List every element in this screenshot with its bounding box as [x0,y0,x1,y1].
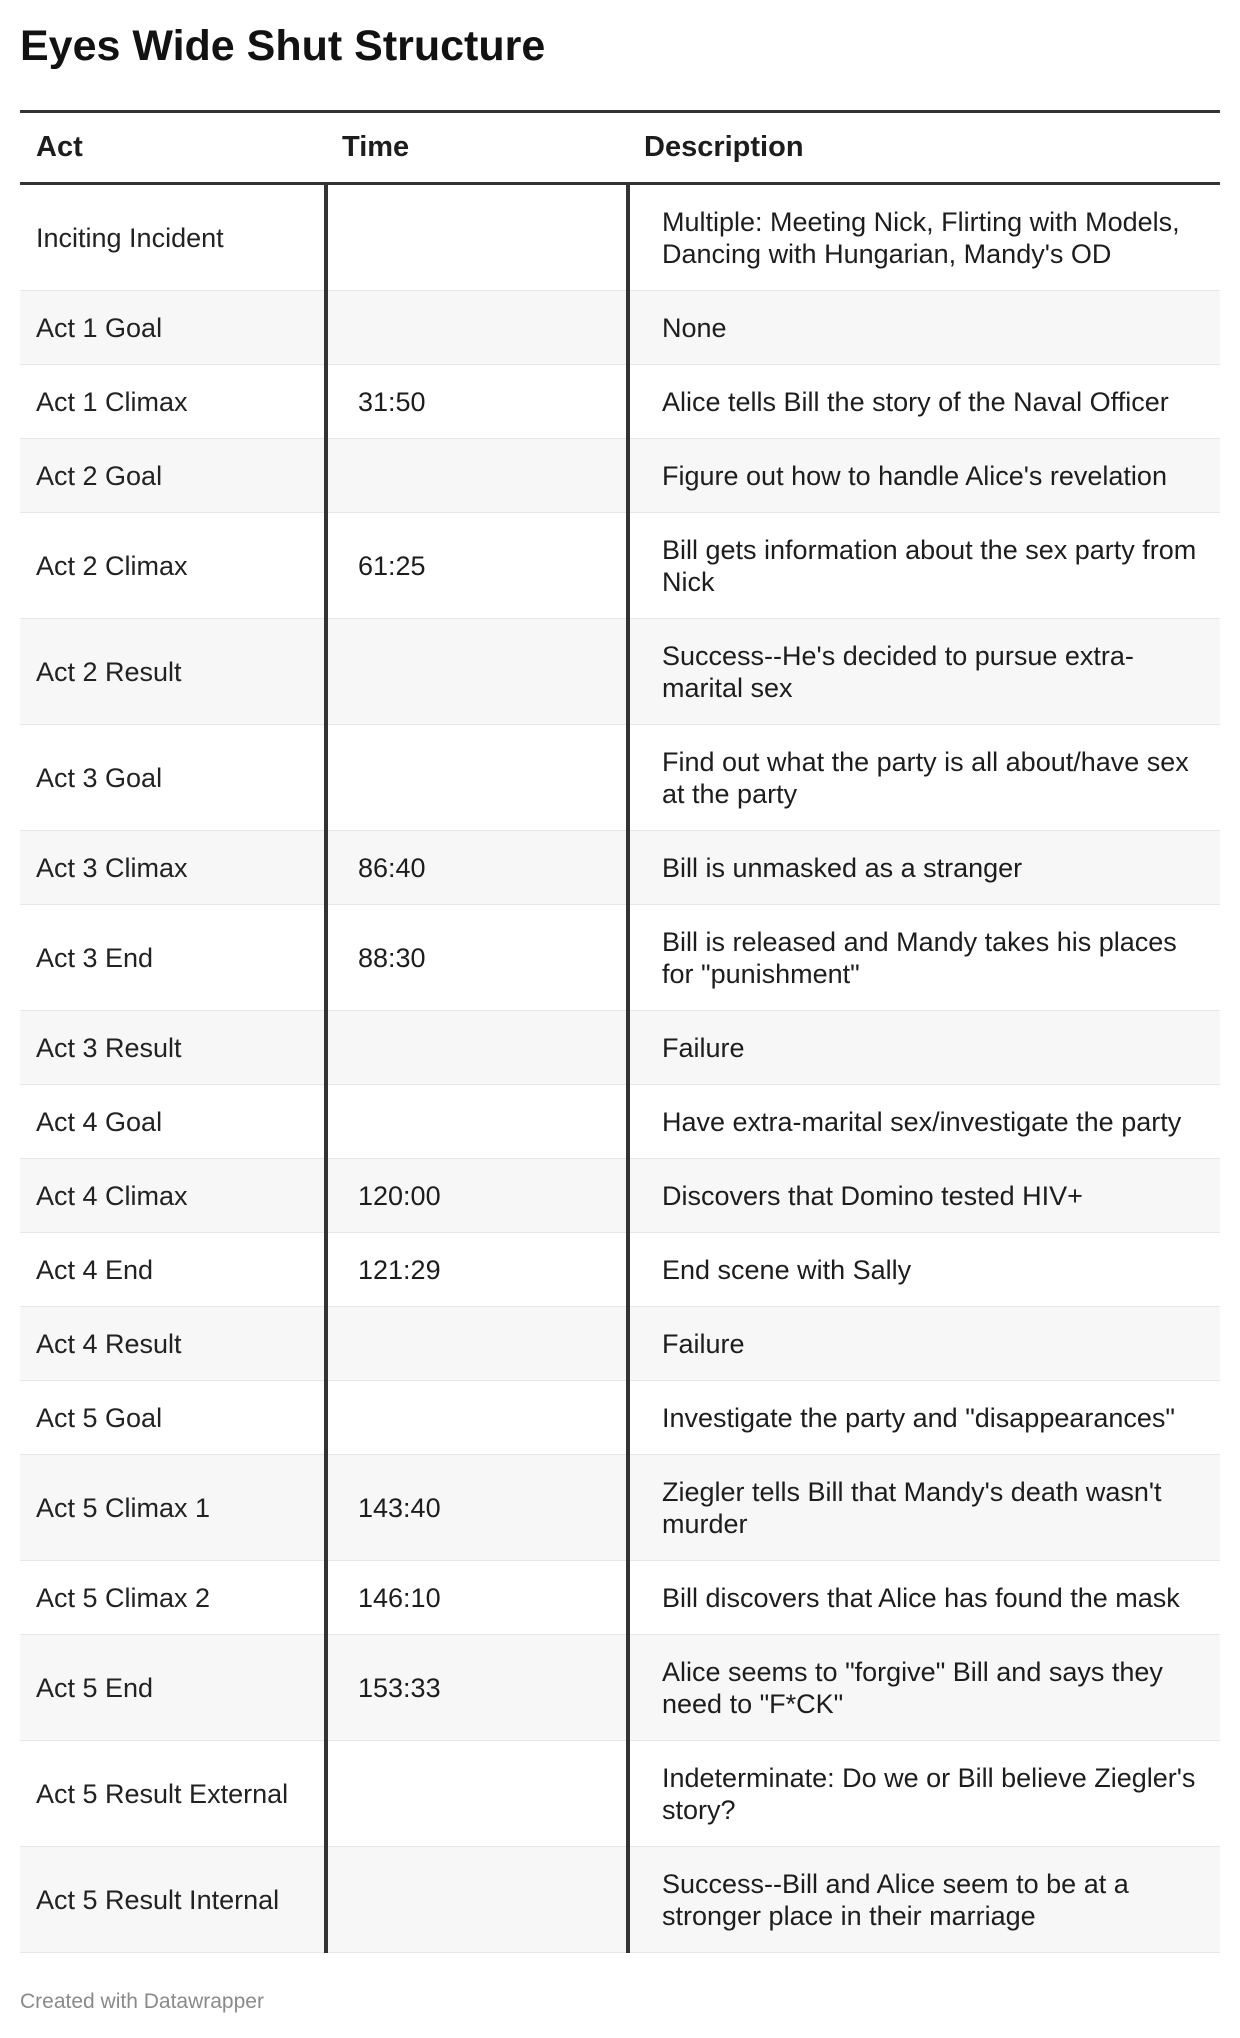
page-title: Eyes Wide Shut Structure [20,22,546,70]
cell-description: Investigate the party and "disappearances" [628,1381,1220,1455]
cell-time [326,1847,628,1953]
cell-description: Bill is released and Mandy takes his places for "punishment" [628,905,1220,1011]
cell-time: 143:40 [326,1455,628,1561]
cell-description: Success--Bill and Alice seem to be at a stronger place in their marriage [628,1847,1220,1953]
footer-credit: Created with Datawrapper [20,1990,264,2013]
table-row [20,1741,1220,1847]
cell-act: Inciting Incident [20,184,326,291]
cell-description: Multiple: Meeting Nick, Flirting with Models, Dancing with Hungarian, Mandy's OD [628,184,1220,291]
cell-time: 146:10 [326,1561,628,1635]
column-header-act[interactable]: Act [20,112,326,184]
cell-time [326,1741,628,1847]
cell-description: Bill discovers that Alice has found the mask [628,1561,1220,1635]
cell-act: Act 3 Goal [20,725,326,831]
table-row [20,905,1220,1011]
cell-description: Discovers that Domino tested HIV+ [628,1159,1220,1233]
cell-description: Success--He's decided to pursue extra-marital sex [628,619,1220,725]
table-row [20,1847,1220,1953]
cell-description: Alice tells Bill the story of the Naval Officer [628,365,1220,439]
cell-time: 61:25 [326,513,628,619]
cell-description: End scene with Sally [628,1233,1220,1307]
table-row [20,1307,1220,1381]
cell-act: Act 5 Goal [20,1381,326,1455]
header-row [20,112,1220,184]
cell-act: Act 4 Result [20,1307,326,1381]
table-row [20,1233,1220,1307]
table-row [20,1085,1220,1159]
cell-time [326,439,628,513]
cell-act: Act 3 Result [20,1011,326,1085]
table-row [20,439,1220,513]
table-row [20,513,1220,619]
cell-time [326,291,628,365]
table-row [20,365,1220,439]
table-row [20,1011,1220,1085]
cell-description: Failure [628,1307,1220,1381]
cell-time: 88:30 [326,905,628,1011]
cell-description: None [628,291,1220,365]
cell-time [326,184,628,291]
cell-time: 153:33 [326,1635,628,1741]
cell-act: Act 3 Climax [20,831,326,905]
cell-act: Act 2 Result [20,619,326,725]
table-row [20,1561,1220,1635]
table-row [20,291,1220,365]
table-row [20,1381,1220,1455]
cell-act: Act 4 End [20,1233,326,1307]
cell-description: Alice seems to "forgive" Bill and says they need to "F*CK" [628,1635,1220,1741]
cell-act: Act 3 End [20,905,326,1011]
cell-time: 31:50 [326,365,628,439]
cell-act: Act 5 Result Internal [20,1847,326,1953]
cell-act: Act 5 Climax 2 [20,1561,326,1635]
cell-act: Act 5 End [20,1635,326,1741]
cell-time [326,1085,628,1159]
cell-act: Act 4 Goal [20,1085,326,1159]
cell-time [326,1011,628,1085]
structure-table [20,110,1220,1953]
table-row [20,1455,1220,1561]
table-header [20,112,1220,184]
table-row [20,1159,1220,1233]
cell-description: Figure out how to handle Alice's revelation [628,439,1220,513]
table-row [20,725,1220,831]
table-row [20,619,1220,725]
structure-table-container [20,110,1220,1953]
column-header-time[interactable]: Time [326,112,628,184]
column-header-description[interactable]: Description [628,112,1220,184]
cell-time [326,1381,628,1455]
cell-time [326,1307,628,1381]
table-row [20,831,1220,905]
cell-act: Act 2 Goal [20,439,326,513]
cell-act: Act 2 Climax [20,513,326,619]
cell-time: 86:40 [326,831,628,905]
cell-act: Act 5 Result External [20,1741,326,1847]
cell-act: Act 5 Climax 1 [20,1455,326,1561]
cell-description: Failure [628,1011,1220,1085]
cell-act: Act 4 Climax [20,1159,326,1233]
cell-time: 120:00 [326,1159,628,1233]
cell-time: 121:29 [326,1233,628,1307]
cell-act: Act 1 Climax [20,365,326,439]
table-body [20,184,1220,1953]
table-row [20,184,1220,291]
cell-time [326,725,628,831]
cell-time [326,619,628,725]
cell-description: Ziegler tells Bill that Mandy's death wasn't murder [628,1455,1220,1561]
cell-description: Bill is unmasked as a stranger [628,831,1220,905]
cell-description: Bill gets information about the sex party from Nick [628,513,1220,619]
cell-description: Have extra-marital sex/investigate the party [628,1085,1220,1159]
cell-description: Find out what the party is all about/have sex at the party [628,725,1220,831]
cell-act: Act 1 Goal [20,291,326,365]
cell-description: Indeterminate: Do we or Bill believe Ziegler's story? [628,1741,1220,1847]
table-row [20,1635,1220,1741]
